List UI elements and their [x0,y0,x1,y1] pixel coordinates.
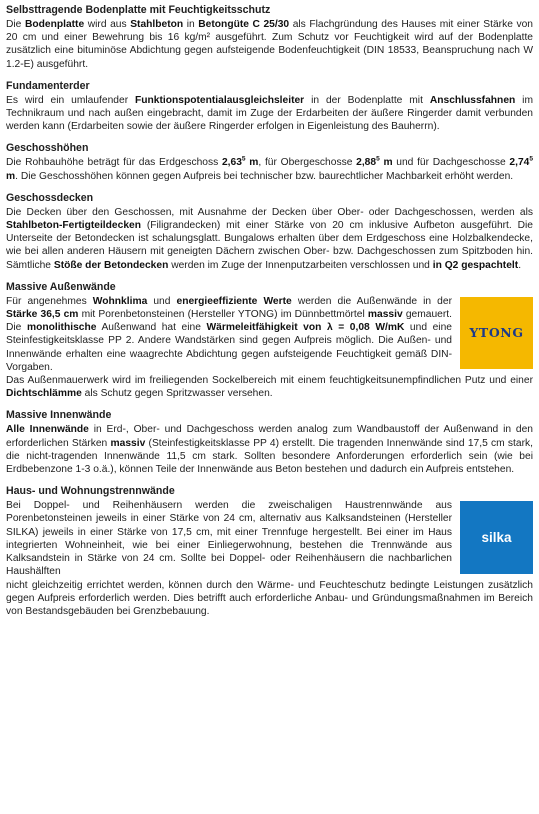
section-innenwaende [6,409,533,476]
section-text: Es wird ein umlaufender Funktionspotentialausgleichsleiter in der Bodenplatte mit Anschlussfahnen im Technikraum und nach außen eingebracht, damit im Zuge der Erdarbeiten der äußere Ringerder damit verbunden werden kann (Erdarbeiten sowie der äußere Ringerder erfolgen in Eigenleistung des Bauherrn). [6,94,533,133]
section-text: Alle Innenwände in Erd-, Ober- und Dachgeschoss werden analog zum Wandbaustoff der Außenwand in den erforderlichen Stärken massiv (Steinfestigkeitsklasse PP 4) erstellt. Die tragenden Innenwände sind 17,5 cm stark, die nicht-tragenden Innenwände 11,5 cm stark. Sollten besondere Anforderungen erforderlich sein (wie bei Erdbebenzone 1-3 o.ä.), können Teile der Innenwände aus Beton bestehen und dadurch ein Aufpreis entstehen. [6,424,534,476]
section-text-continued: Das Außenmauerwerk wird im freiliegenden Sockelbereich mit einem feuchtigkeitsunempfindlichen Putz und einer Dichtschlämme als Schutz gegen Spritzwasser versehen. [6,375,533,400]
section-trennwaende [6,485,533,618]
section-text: Die Decken über den Geschossen, mit Ausnahme der Decken über Ober- oder Dachgeschossen, werden als Stahlbeton-Fertigteildecken (Filigrandecken) mit einer Stärke von 20 cm inklusive Aufbeton ausgeführt. Die Unterseite der Betondecken ist schalungsglatt. Bungalows erhalten über dem Erdgeschoss eine Holzbalkendecke, wie bei allen anderen Häusern mit geneigten Dächern zwischen Ober- bzw. Dachgeschossen zum Spitzboden hin. Sämtliche Stöße der Betondecken werden im Zuge der Innenputzarbeiten verschlossen und in Q2 gespachtelt. [6,206,533,271]
section-text: Die Rohbauhöhe beträgt für das Erdgeschoss 2,63$^5$ m, für Obergeschosse 2,88$^5$ m und für Dachgeschosse 2,74$^5$ m. Die Geschosshöhen können gegen Aufpreis bei technischer bzw. baurechtlicher Machbarkeit erhöht werden. [6,156,534,182]
section-title: Fundamenterder [6,79,90,92]
section-text-continued: nicht gleichzeitig errichtet werden, können durch den Wärme- und Feuchteschutz bedingte Leistungen zusätzlich gegen Aufpreis erforderlich werden. Dies betrifft auch erforderliche Anbau- und Gründungsmaßnahmen im Bereich von Bestandsgebäuden bei Grenzbebauung. [6,579,533,617]
section-title: Selbsttragende Bodenplatte mit Feuchtigkeitsschutz [6,4,271,16]
silka-logo [460,501,533,574]
section-title: Geschossdecken [6,191,94,204]
section-title: Haus- und Wohnungstrennwände [6,485,175,498]
section-title: Massive Außenwände [6,280,116,293]
section-title: Massive Innenwände [6,409,112,422]
ytong-logo [460,297,533,369]
ytong-logo-text: YTONG [469,325,524,341]
section-aussenwaende [6,281,533,401]
section-title: Geschosshöhen [6,142,89,155]
section-fundamenterder [6,80,533,134]
text-with-logo [6,295,533,374]
section-geschosshoehen [6,142,533,182]
section-bodenplatte [6,4,533,71]
silka-logo-text: silka [481,530,512,546]
section-text: Die Bodenplatte wird aus Stahlbeton in Betongüte C 25/30 als Flachgründung des Hauses mit einer Stärke von 20 cm und einer Bewehrung bis 16 kg/m² ausgeführt. Zum Schutz vor Feuchtigkeit wird auf der Bodenplatte zusätzlich eine bituminöse Abdichtung gegen aufsteigende Bodenfeuchtigkeit (DIN 18533, Beanspruchung nach W 1.2-E) ausgeführt. [6,19,533,70]
section-geschossdecken [6,192,533,272]
text-with-logo [6,499,533,578]
section-text: Bei Doppel- und Reihenhäusern werden die zweischaligen Haustrennwände aus Porenbetonsteinen jeweils in einer Stärke von 24 cm, alternativ aus Kalksandsteinen (Hersteller SILKA) jeweils in einer Stärke von 17,5 cm, mit einer Trennfuge hergestellt. Bei einer im Haus integrierten Wohneinheit, wie bei einer Einliegerwohnung, bestehen die Trennwände aus Kalksandstein in Stärke von 24 cm. Sollte bei Doppel- oder Reihenhäusern die nachbarlichen Haushälften [6,500,452,578]
section-text: Für angenehmes Wohnklima und energieeffiziente Werte werden die Außenwände in der Stärke 36,5 cm mit Porenbetonsteinen (Hersteller YTONG) im Dünnbettmörtel massiv gemauert. Die monolithische Außenwand hat eine Wärmeleitfähigkeit von λ = 0,08 W/mK und eine Steinfestigkeitsklasse PP 2. Andere Wandstärken sind gegen Aufpreis möglich. Die Außen- und Innenwände erhalten eine waagrechte Abdichtung gegen aufsteigende Feuchtigkeit gemäß DIN-Vorgaben. [6,295,452,373]
